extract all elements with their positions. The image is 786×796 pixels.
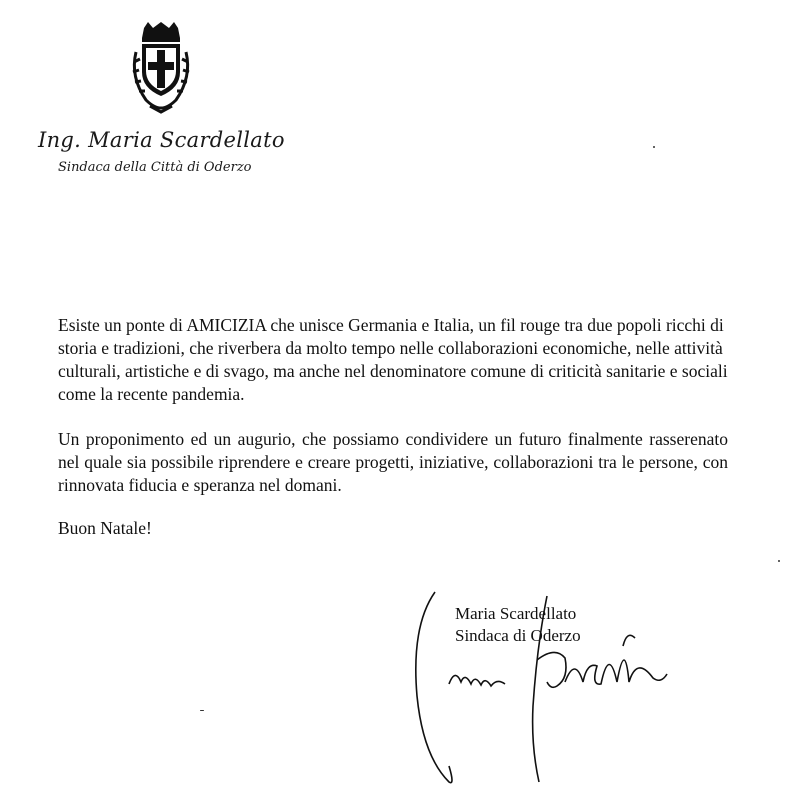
closing-greeting: Buon Natale! bbox=[58, 518, 152, 538]
signatory-role: Sindaca di Oderzo bbox=[455, 626, 581, 645]
scan-speck bbox=[653, 146, 655, 148]
letterhead-name: Ing. Maria Scardellato bbox=[38, 128, 285, 152]
body-paragraph-1: Esiste un ponte di AMICIZIA che unisce Germania e Italia, un fil rouge tra due popoli ricchi di storia e tradizioni, che riverbera da molto tempo nelle collaborazioni economiche, nelle attività culturali, artistiche e di svago, ma anche nel denominatore comune di criticità sanitarie e sociali come la recente pandemia. bbox=[58, 315, 728, 404]
body-paragraph-2: Un proponimento ed un augurio, che possiamo condividere un futuro finalmente rasserenato nel quale sia possibile riprendere e creare progetti, iniziative, collaborazioni tra le persone, con rinnovata fiducia e speranza nel domani. bbox=[58, 429, 728, 495]
scan-speck bbox=[778, 560, 780, 562]
city-coat-of-arms-icon bbox=[128, 22, 194, 114]
letterhead-title: Sindaca della Città di Oderzo bbox=[58, 160, 252, 175]
scan-speck bbox=[200, 710, 204, 711]
signatory-name: Maria Scardellato bbox=[455, 604, 577, 623]
